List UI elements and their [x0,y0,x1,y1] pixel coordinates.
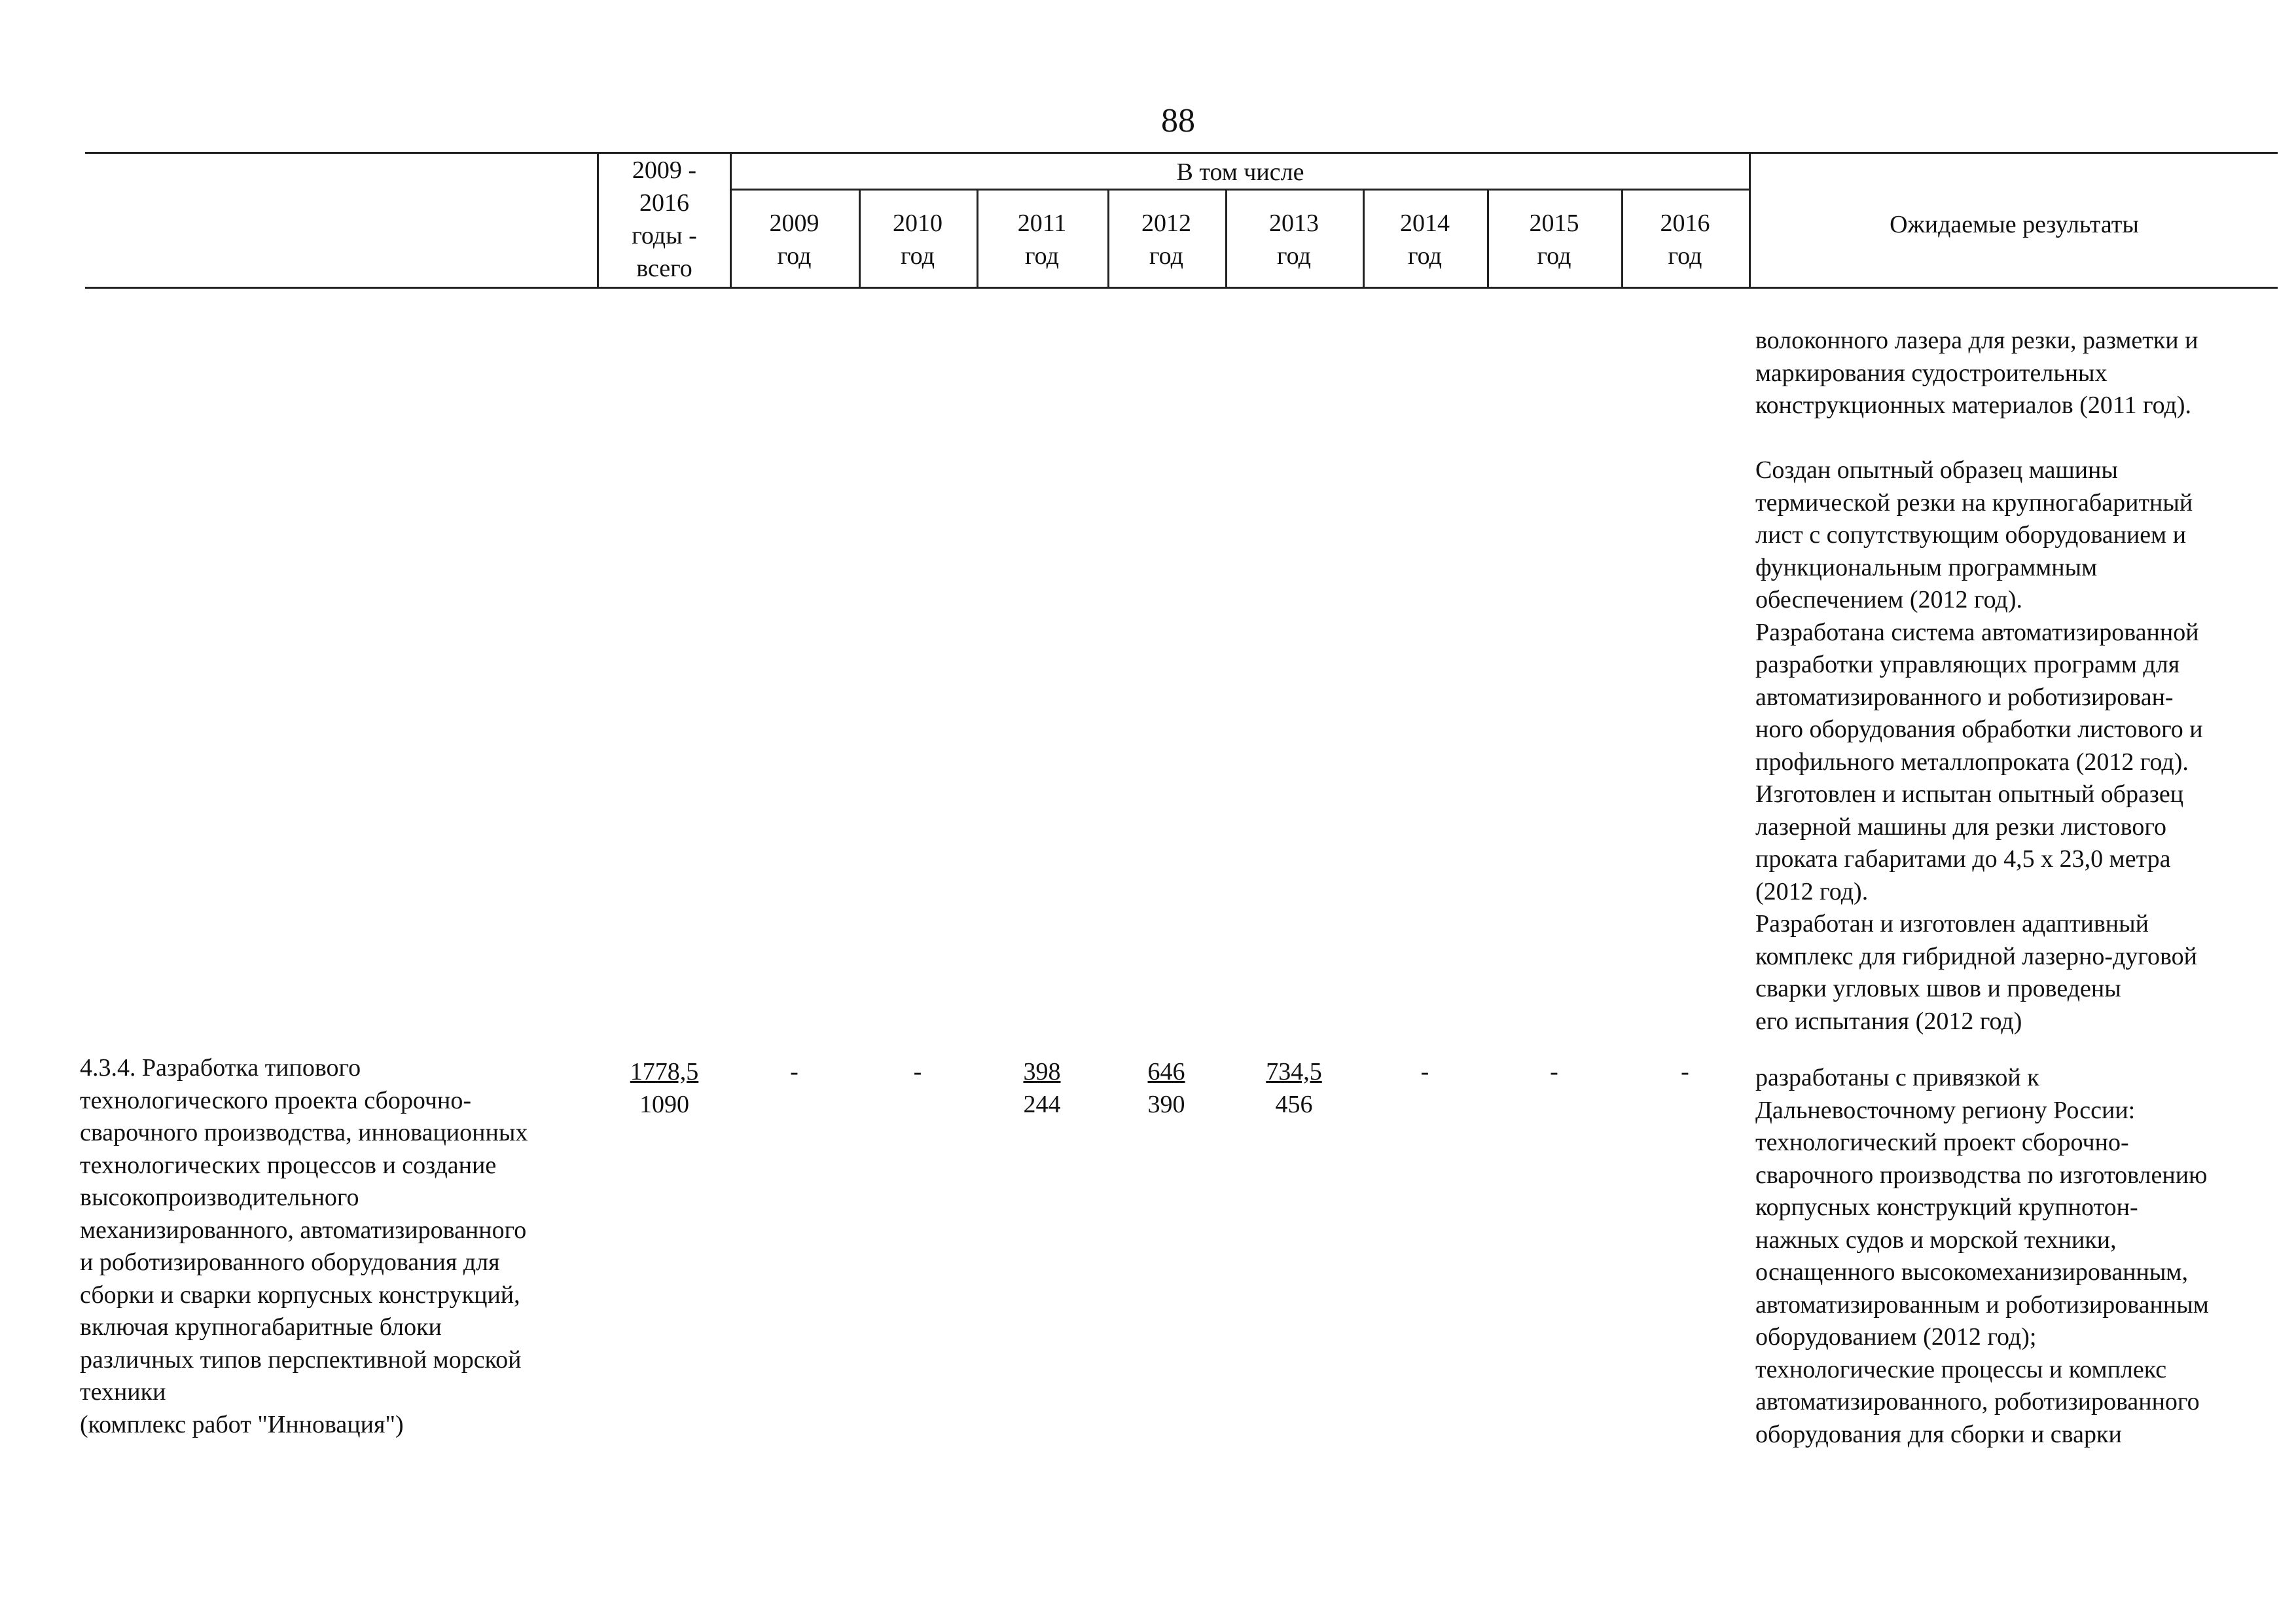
header-year-label: 2013 [1269,210,1319,237]
row-year-2013 [1225,1055,1363,1121]
header-year-unit: год [1025,242,1059,270]
header-year-unit: год [1668,242,1702,270]
row-total-top: 1778,5 [630,1058,699,1085]
header-including: В том числе [1176,158,1304,186]
header-year-2011 [977,207,1107,272]
header-year-unit: год [1149,242,1183,270]
header-year-unit: год [1537,242,1571,270]
header-year-label: 2014 [1400,210,1450,237]
header-year-unit: год [777,242,812,270]
header-year-unit: год [1408,242,1442,270]
row-year-2013-bottom: 456 [1275,1091,1313,1118]
row-year-2016: - [1681,1058,1689,1085]
row-year-2014: - [1420,1058,1429,1085]
header-results: Ожидаемые результаты [1890,211,2139,238]
row-year-2011 [977,1055,1107,1121]
row-total [599,1055,730,1121]
row-name: 4.3.4. Разработка типового технологического проекта сборочно- сварочного производства, инновационных технологических процессов и создание высокопроизводительного механизированного, автоматизированного и роботизированного оборудования для сборки и сварки корпусных конструкций, включая крупногабаритные блоки различных типов перспективной морской техники (комплекс работ "Инновация") [80,1054,528,1438]
header-year-label: 2009 [769,210,819,237]
row-results: разработаны с привязкой к Дальневосточному региону России: технологический проект сборочно- сварочного производства по изготовлению корпусных конструкций крупнотон- нажных судов и морской техники, оснащенного высокомеханизированным, автоматизированным и роботизированным оборудованием (2012 год); технологические процессы и комплекс автоматизированного, роботизированного оборудования для сборки и сварки [1755,1064,2209,1448]
header-bottom-rule [85,287,2278,289]
page-number: 88 [1161,102,1195,139]
header-total-line: 2016 [639,189,689,217]
row-year-2012-bottom: 390 [1147,1091,1185,1118]
row-year-2012-top: 646 [1147,1058,1185,1085]
row-total-bottom: 1090 [639,1091,689,1118]
header-year-label: 2011 [1017,210,1067,237]
header-year-unit: год [1277,242,1311,270]
header-year-label: 2016 [1660,210,1710,237]
header-year-2010 [859,207,977,272]
header-top-rule [85,152,2278,154]
row-year-2011-bottom: 244 [1023,1091,1061,1118]
header-subgroup-rule [730,189,1751,191]
header-year-2015 [1487,207,1621,272]
results-continuation: волоконного лазера для резки, разметки и маркирования судостроительных конструкционных материалов (2011 год). Создан опытный образец машины термической резки на крупногабаритный лист с сопутствующим оборудованием и функциональным программным обеспечением (2012 год). Разработана система автоматизированной разработки управляющих программ для автоматизированного и роботизирован- ного оборудования обработки листового и профильного металлопроката (2012 год). Изготовлен и испытан опытный образец лазерной машины для резки листового проката габаритами до 4,5 х 23,0 метра (2012 год). Разработан и изготовлен адаптивный комплекс для гибридной лазерно-дуговой сварки угловых швов и проведены его испытания (2012 год) [1755,327,2203,1035]
header-total-line: всего [636,255,692,282]
row-year-2009: - [790,1058,798,1085]
header-total [599,154,730,285]
row-year-2011-top: 398 [1023,1058,1061,1085]
row-year-2015: - [1550,1058,1558,1085]
row-year-2010: - [913,1058,922,1085]
header-year-label: 2010 [893,210,942,237]
row-year-2012 [1107,1055,1225,1121]
header-year-2012 [1107,207,1225,272]
header-year-label: 2012 [1141,210,1191,237]
header-year-unit: год [901,242,935,270]
header-year-2009 [730,207,859,272]
header-year-label: 2015 [1529,210,1579,237]
header-year-2013 [1225,207,1363,272]
header-year-2016 [1621,207,1749,272]
row-year-2013-top: 734,5 [1266,1058,1322,1085]
header-total-line: годы - [632,222,697,249]
header-year-2014 [1363,207,1487,272]
header-total-line: 2009 - [632,156,697,184]
